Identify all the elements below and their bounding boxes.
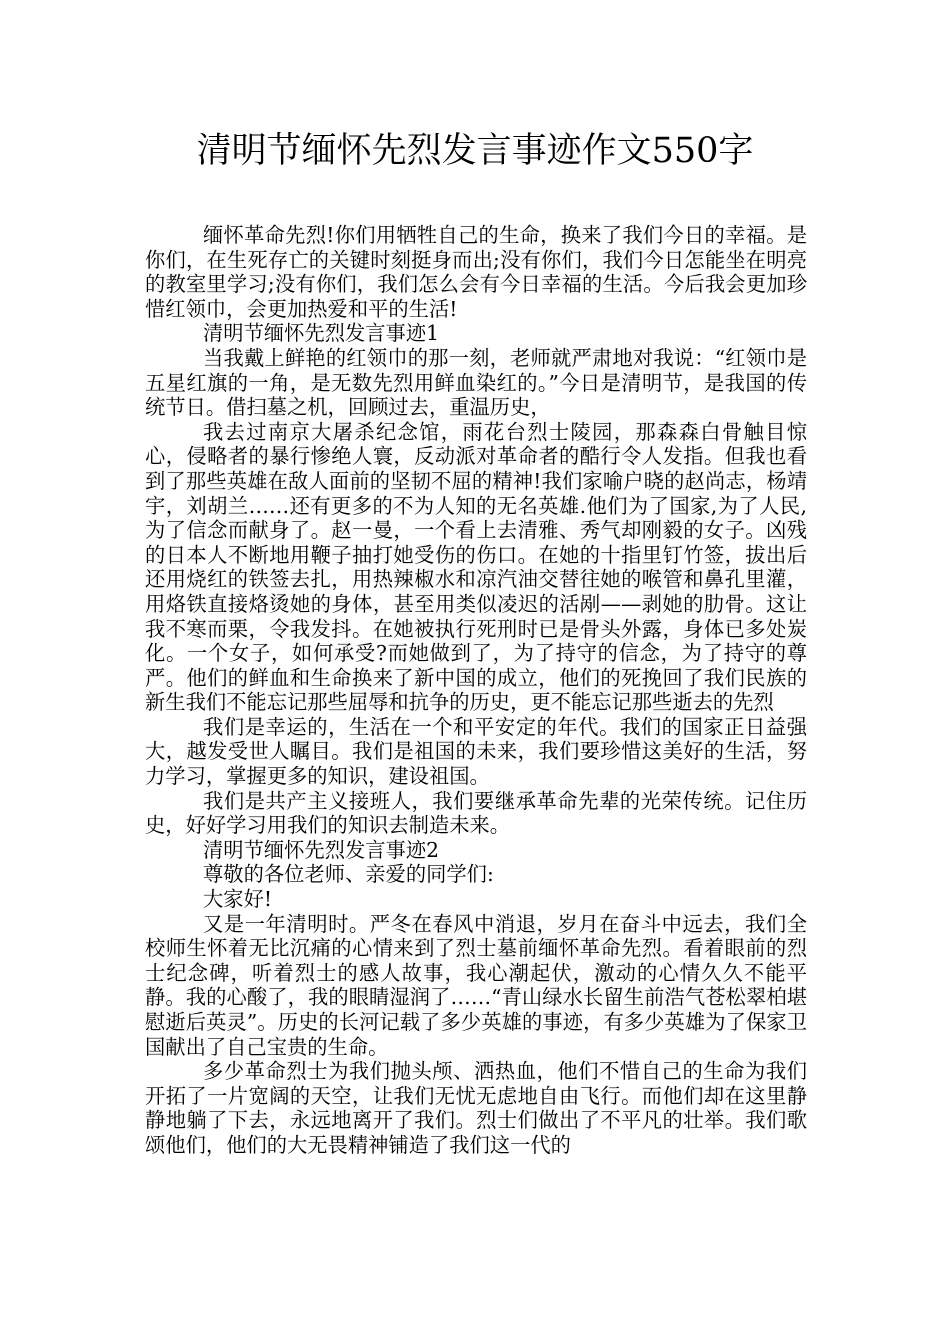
paragraph-intro: 缅怀革命先烈!你们用牺牲自己的生命，换来了我们今日的幸福。是你们，在生死存亡的关键时刻挺身而出;没有你们，我们今日怎能坐在明亮的教室里学习;没有你们，我们怎么会有今日幸福的生活。今后我会更加珍惜红领巾，会更加热爱和平的生活! — [145, 223, 807, 321]
document-body — [145, 223, 807, 1158]
paragraph: 我们是幸运的，生活在一个和平安定的年代。我们的国家正日益强大，越发受世人瞩目。我们是祖国的未来，我们要珍惜这美好的生活，努力学习，掌握更多的知识，建设祖国。 — [145, 714, 807, 789]
document-title: 清明节缅怀先烈发言事迹作文550字 — [196, 131, 754, 171]
paragraph: 多少革命烈士为我们抛头颅、洒热血，他们不惜自己的生命为我们开拓了一片宽阔的天空，让我们无忧无虑地自由飞行。而他们却在这里静静地躺了下去，永远地离开了我们。烈士们做出了不平凡的壮举。我们歌颂他们，他们的大无畏精神铺造了我们这一代的 — [145, 1059, 807, 1157]
paragraph: 当我戴上鲜艳的红领巾的那一刻，老师就严肃地对我说：“红领巾是五星红旗的一角，是无数先烈用鲜血染红的。”今日是清明节，是我国的传统节日。借扫墓之机，回顾过去，重温历史， — [145, 345, 807, 420]
salutation: 尊敬的各位老师、亲爱的同学们: — [203, 862, 494, 887]
paragraph: 我去过南京大屠杀纪念馆，雨花台烈士陵园，那森森白骨触目惊心，侵略者的暴行惨绝人寰，反动派对革命者的酷行令人发指。但我也看到了那些英雄在敌人面前的坚韧不屈的精神!我们家喻户晓的赵尚志，杨靖宇，刘胡兰……还有更多的不为人知的无名英雄.他们为了国家,为了人民,为了信念而献身了。赵一曼，一个看上去清雅、秀气却刚毅的女子。凶残的日本人不断地用鞭子抽打她受伤的伤口。在她的十指里钉竹签，拔出后还用烧红的铁签去扎，用热辣椒水和凉汽油交替往她的喉管和鼻孔里灌，用烙铁直接烙烫她的身体，甚至用类似凌迟的活剐——剥她的肋骨。这让我不寒而栗，令我发抖。在她被执行死刑时已是骨头外露，身体已多处炭化。一个女子，如何承受?而她做到了，为了持守的信念，为了持守的尊严。他们的鲜血和生命换来了新中国的成立，他们的死挽回了我们民族的新生我们不能忘记那些屈辱和抗争的历史，更不能忘记那些逝去的先烈 — [145, 419, 807, 715]
paragraph: 又是一年清明时。严冬在春风中消退，岁月在奋斗中远去，我们全校师生怀着无比沉痛的心情来到了烈士墓前缅怀革命先烈。看着眼前的烈士纪念碑，听着烈士的感人故事，我心潮起伏，激动的心情久久不能平静。我的心酸了，我的眼睛湿润了……“青山绿水长留生前浩气苍松翠柏堪慰逝后英灵”。历史的长河记载了多少英雄的事迹，有多少英雄为了保家卫国献出了自己宝贵的生命。 — [145, 911, 807, 1059]
paragraph: 我们是共产主义接班人，我们要继承革命先辈的光荣传统。记住历史，好好学习用我们的知识去制造未来。 — [145, 788, 807, 838]
section-heading-1: 清明节缅怀先烈发言事迹1 — [203, 321, 439, 346]
section-heading-2: 清明节缅怀先烈发言事迹2 — [203, 837, 439, 862]
greeting: 大家好! — [203, 887, 272, 912]
